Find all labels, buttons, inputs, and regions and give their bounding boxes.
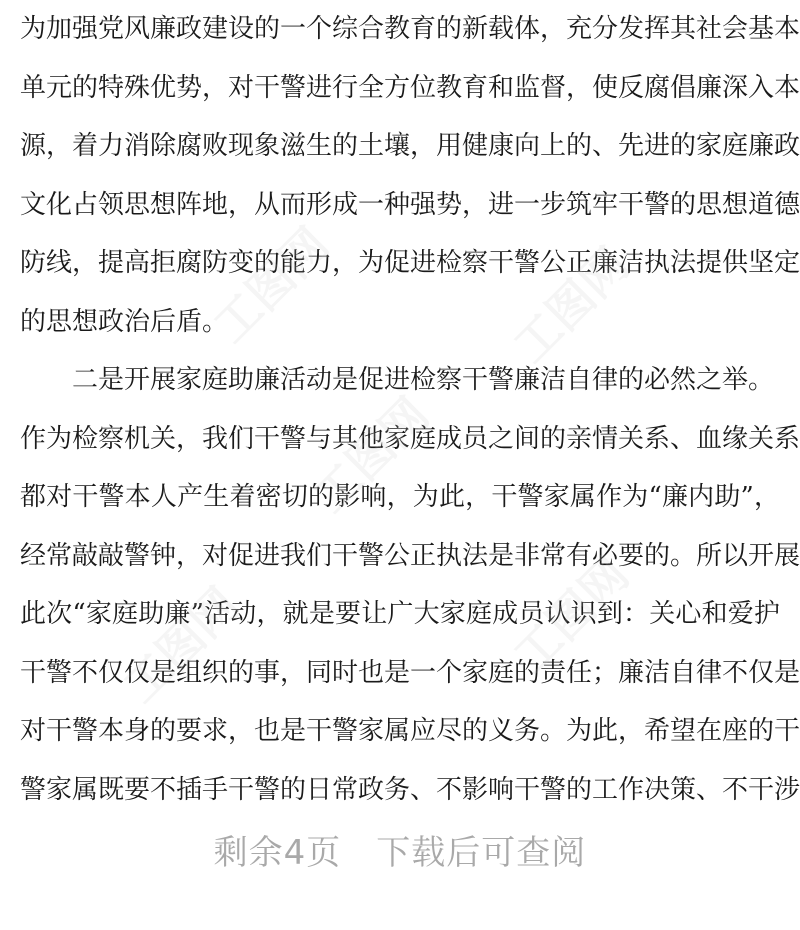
- text-line: 都对干警本人产生着密切的影响，为此，干警家属作为“廉内助”，: [20, 482, 780, 512]
- document-body: [20, 0, 800, 819]
- text-line: 为加强党风廉政建设的一个综合教育的新载体，充分发挥其社会基本: [20, 14, 800, 44]
- watermark: 工图网: [503, 547, 640, 684]
- text-line: 经常敲敲警钟，对促进我们干警公正执法是非常有必要的。所以开展: [20, 540, 800, 571]
- remaining-pages-notice[interactable]: 剩余4页 下载后可查阅: [213, 833, 587, 873]
- watermark: 工图网: [113, 577, 250, 714]
- text-line: 的思想政治后盾。: [20, 306, 229, 337]
- watermark: 工图网: [303, 387, 440, 524]
- text-line: 警家属既要不插手干警的日常政务、不影响干警的工作决策、不干涉: [20, 774, 800, 805]
- watermark: 工图网: [203, 217, 340, 354]
- text-line: 防线，提高拒腐防变的能力，为促进检察干警公正廉洁执法提供坚定: [20, 248, 800, 278]
- watermark: 工图网: [503, 237, 640, 374]
- text-line: 文化占领思想阵地，从而形成一种强势，进一步筑牢干警的思想道德: [20, 189, 800, 220]
- text-line: 作为检察机关，我们干警与其他家庭成员之间的亲情关系、血缘关系: [20, 423, 800, 454]
- text-line: 对干警本身的要求，也是干警家属应尽的义务。为此，希望在座的干: [20, 716, 800, 746]
- text-line: 此次“家庭助廉”活动，就是要让广大家庭成员认识到：关心和爱护: [20, 599, 780, 629]
- text-line: 干警不仅仅是组织的事，同时也是一个家庭的责任；廉洁自律不仅是: [20, 657, 800, 688]
- text-line: 源，着力消除腐败现象滋生的土壤，用健康向上的、先进的家庭廉政: [20, 131, 800, 161]
- text-line: 二是开展家庭助廉活动是促进检察干警廉洁自律的必然之举。: [20, 365, 775, 395]
- text-line: 单元的特殊优势，对干警进行全方位教育和监督，使反腐倡廉深入本: [20, 72, 800, 103]
